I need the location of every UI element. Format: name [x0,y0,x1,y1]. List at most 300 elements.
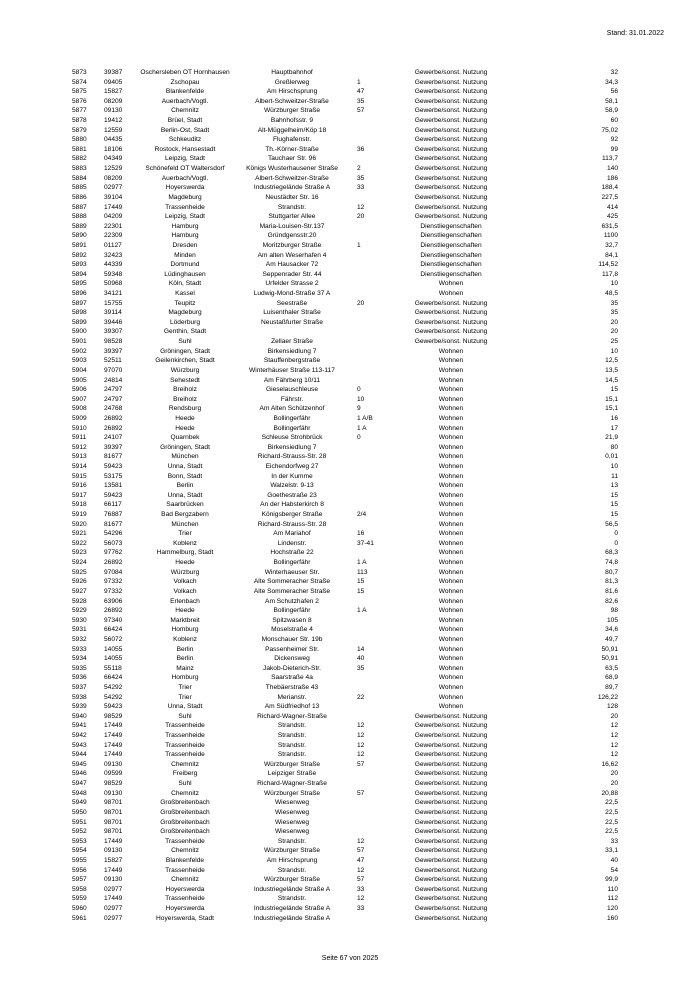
city: Unna, Stadt [167,703,203,711]
postal-code: 98529 [104,780,123,788]
area-value: 74,8 [605,559,618,567]
city: Unna, Stadt [167,491,203,499]
street: Jakob-Dieterich-Str. [263,664,321,672]
house-number: 1 A [357,607,367,615]
street: Am Fährberg 10/11 [263,376,321,384]
usage-type: Gewerbe/sonst. Nutzung [414,193,488,201]
postal-code: 17449 [104,751,123,759]
usage-type: Wohnen [438,539,464,547]
city: Bad Bergzabern [161,511,209,519]
area-value: 105 [606,616,618,624]
city: Rostock, Hansestadt [154,145,216,153]
postal-code: 14055 [104,655,123,663]
row-id: 5874 [72,78,87,86]
postal-code: 34121 [104,290,123,298]
usage-type: Gewerbe/sonst. Nutzung [414,876,488,884]
table-row [0,856,700,866]
usage-type: Wohnen [438,568,464,576]
table-row [0,491,700,501]
usage-type: Wohnen [438,511,464,519]
area-value: 81,6 [605,587,618,595]
row-id: 5947 [72,780,87,788]
street: Goethestraße 23 [267,491,317,499]
area-value: 113,7 [601,155,618,163]
row-id: 5929 [72,607,87,615]
street: Urfelder Strasse 2 [265,280,319,288]
city: Gröningen, Stadt [160,443,210,451]
area-value: 34,3 [605,78,618,86]
street: Am Hirschsprung [266,88,318,96]
city: Chemnitz [171,876,199,884]
area-value: 56,5 [605,520,618,528]
city: Brüel, Stadt [167,117,203,125]
area-value: 21,9 [605,434,618,442]
area-value: 84,1 [605,251,618,259]
table-row [0,424,700,434]
table-row [0,145,700,155]
table-row [0,481,700,491]
row-id: 5936 [72,674,87,682]
area-value: 15 [610,511,618,519]
row-id: 5935 [72,664,87,672]
table-row [0,327,700,337]
usage-type: Gewerbe/sonst. Nutzung [414,165,488,173]
table-row [0,116,700,126]
postal-code: 14055 [104,645,123,653]
usage-type: Gewerbe/sonst. Nutzung [414,885,488,893]
usage-type: Wohnen [438,347,464,355]
postal-code: 54292 [104,684,123,691]
usage-type: Dienstliegenschaften [420,222,482,230]
street: Würzburger Straße [263,789,321,797]
row-id: 5886 [72,193,87,201]
row-id: 5873 [72,69,87,76]
city: Zschopau [170,78,200,86]
city: Suhl [178,780,192,788]
street: Wiesenweg [274,828,310,836]
usage-type: Wohnen [438,635,464,643]
area-value: 11 [611,472,618,480]
usage-type: Gewerbe/sonst. Nutzung [414,309,488,317]
postal-code: 17449 [104,895,123,903]
street: Saarstraße 4a [271,674,313,682]
city: Bonn, Stadt [167,472,203,480]
city: Chemnitz [171,760,199,768]
house-number: 12 [357,203,365,211]
postal-code: 26892 [104,607,123,615]
city: Würzburg [170,568,200,576]
city: Kassel [175,290,195,298]
row-id: 5955 [72,856,87,864]
postal-code: 32423 [104,251,123,259]
postal-code: 66117 [104,501,122,509]
usage-type: Wohnen [438,434,464,442]
postal-code: 17449 [104,866,123,874]
area-value: 1100 [603,232,618,240]
city: Hammelburg, Stadt [156,549,214,557]
table-row [0,779,700,789]
postal-code: 98529 [104,712,123,720]
city: Blankenfelde [165,88,205,96]
usage-type: Wohnen [438,386,464,394]
street: Albert-Schweitzer-Straße [255,97,329,105]
usage-type: Wohnen [438,414,464,422]
table-row [0,894,700,904]
row-id: 5951 [72,818,87,826]
street: Bollingerfähr [273,424,311,432]
area-value: 68,3 [605,549,618,557]
row-id: 5905 [72,376,87,384]
row-id: 5960 [72,905,87,913]
house-number: 12 [357,751,365,759]
postal-code: 26892 [104,414,123,422]
area-value: 0,01 [605,453,618,461]
usage-type: Wohnen [438,405,464,413]
usage-type: Gewerbe/sonst. Nutzung [414,213,488,221]
table-row [0,539,700,549]
usage-type: Wohnen [438,607,464,615]
row-id: 5961 [72,914,87,922]
usage-type: Gewerbe/sonst. Nutzung [414,78,488,86]
usage-type: Dienstliegenschaften [420,232,482,240]
area-value: 32 [610,69,618,76]
table-row [0,299,700,309]
usage-type: Wohnen [438,453,464,461]
city: Breiholz [173,395,197,403]
postal-code: 97070 [104,366,123,374]
table-row [0,347,700,357]
row-id: 5900 [72,328,87,336]
row-id: 5914 [72,462,87,470]
row-id: 5904 [72,366,87,374]
table-row [0,385,700,395]
usage-type: Wohnen [438,482,464,490]
street: Hochstraße 22 [270,549,314,557]
street: Strandstr. [277,837,307,845]
area-value: 89,7 [605,684,618,691]
area-value: 54 [610,866,618,874]
usage-type: Gewerbe/sonst. Nutzung [414,328,488,336]
city: Suhl [178,338,192,346]
area-value: 10 [610,280,618,288]
row-id: 5956 [72,866,87,874]
postal-code: 26892 [104,559,123,567]
usage-type: Gewerbe/sonst. Nutzung [414,117,488,125]
usage-type: Gewerbe/sonst. Nutzung [414,97,488,105]
postal-code: 13581 [104,482,123,490]
city: Hamburg [171,232,199,240]
table-row [0,366,700,376]
row-id: 5917 [72,491,87,499]
street: Birkensiedlung 7 [267,347,317,355]
table-row [0,356,700,366]
street: Walzelstr. 9-13 [270,482,314,490]
postal-code: 98701 [104,818,123,826]
row-id: 5942 [72,732,87,740]
row-id: 5881 [72,145,87,153]
postal-code: 08209 [104,97,123,105]
usage-type: Dienstliegenschaften [420,241,482,249]
row-id: 5931 [72,626,87,634]
row-id: 5875 [72,88,87,96]
postal-code: 12529 [104,165,123,173]
table-row [0,558,700,568]
table-row [0,154,700,164]
street: Königs Wusterhausener Straße [246,165,338,173]
postal-code: 09130 [104,789,123,797]
street: Leipziger Straße [267,770,317,778]
row-id: 5948 [72,789,87,797]
postal-code: 18106 [104,145,123,153]
row-id: 5940 [72,712,87,720]
postal-code: 24797 [104,395,123,403]
usage-type: Wohnen [438,290,464,298]
city: Minden [174,251,196,259]
street: Maria-Louisen-Str.137 [259,222,325,230]
usage-type: Dienstliegenschaften [420,251,482,259]
usage-type: Wohnen [438,578,464,586]
row-id: 5885 [72,184,87,192]
table-row [0,635,700,645]
postal-code: 59423 [104,491,123,499]
city: Homburg [171,674,199,682]
row-id: 5890 [72,232,87,240]
usage-type: Wohnen [438,376,464,384]
area-value: 82,6 [605,597,618,605]
city: Saarbrücken [166,501,204,509]
postal-code: 17449 [104,732,123,740]
area-value: 631,5 [601,222,618,230]
postal-code: 44339 [104,261,123,269]
property-table [0,68,700,923]
postal-code: 24814 [104,376,123,384]
postal-code: 17449 [104,741,123,749]
street: Am Hausacker 72 [265,261,319,269]
row-id: 5930 [72,616,87,624]
street: Gründgensstr.20 [267,232,317,240]
postal-code: 39397 [104,347,123,355]
area-value: 99,9 [605,876,618,884]
city: Trassenheide [165,895,205,903]
usage-type: Wohnen [438,366,464,374]
table-row [0,222,700,232]
table-row [0,414,700,424]
area-value: 22,5 [605,828,618,836]
usage-type: Gewerbe/sonst. Nutzung [414,866,488,874]
postal-code: 39397 [104,443,123,451]
postal-code: 98701 [104,799,123,807]
house-number: 14 [357,645,365,653]
postal-code: 04349 [104,155,123,163]
city: Berlin-Ost, Stadt [160,126,210,134]
city: Großbreitenbach [160,799,210,807]
table-row [0,548,700,558]
postal-code: 50968 [104,280,123,288]
street: Richard-Strauss-Str. 28 [257,520,327,528]
postal-code: 24107 [104,434,123,442]
usage-type: Gewerbe/sonst. Nutzung [414,780,488,788]
house-number: 40 [357,655,365,663]
street: Industriegelände Straße A [253,914,331,922]
table-row [0,251,700,261]
row-id: 5950 [72,808,87,816]
house-number: 57 [357,847,365,855]
usage-type: Wohnen [438,395,464,403]
row-id: 5906 [72,386,87,394]
usage-type: Gewerbe/sonst. Nutzung [414,770,488,778]
street: Bollingerfähr [273,559,311,567]
postal-code: 97340 [104,616,123,624]
area-value: 20 [610,780,618,788]
postal-code: 81677 [104,453,123,461]
area-value: 50,91 [601,645,618,653]
area-value: 0 [614,530,618,538]
street: Flughafenstr. [272,136,312,144]
house-number: 1 A [357,559,367,567]
row-id: 5913 [72,453,87,461]
house-number: 12 [357,741,365,749]
city: Trassenheide [165,722,205,730]
table-row [0,183,700,193]
area-value: 14,5 [605,376,618,384]
postal-code: 19412 [104,117,123,125]
area-value: 13,5 [605,366,618,374]
street: Am alten Weserhafen 4 [257,251,327,259]
house-number: 57 [357,107,365,115]
row-id: 5933 [72,645,87,653]
table-row [0,827,700,837]
area-value: 414 [606,203,618,211]
area-value: 425 [606,213,618,221]
city: Dortmund [170,261,200,269]
area-value: 16 [610,414,618,422]
usage-type: Dienstliegenschaften [420,270,482,278]
city: Unna, Stadt [167,462,203,470]
area-value: 80,7 [605,568,618,576]
street: Strandstr. [277,751,307,759]
postal-code: 55118 [104,664,122,672]
area-value: 140 [606,165,618,173]
table-row [0,750,700,760]
street: Greßlerweg [274,78,310,86]
street: Am Hirschsprung [266,856,318,864]
city: Heede [175,559,195,567]
house-number: 35 [357,174,365,182]
street: Wiesenweg [274,818,310,826]
usage-type: Gewerbe/sonst. Nutzung [414,808,488,816]
usage-type: Gewerbe/sonst. Nutzung [414,789,488,797]
row-id: 5891 [72,241,87,249]
usage-type: Wohnen [438,472,464,480]
house-number: 16 [357,530,365,538]
postal-code: 02977 [104,184,123,192]
table-row [0,308,700,318]
city: Hoyerswerda, Stadt [156,914,214,922]
area-value: 117,8 [601,270,618,278]
table-row [0,472,700,482]
area-value: 160 [606,914,618,922]
area-value: 99 [610,145,618,153]
usage-type: Gewerbe/sonst. Nutzung [414,184,488,192]
postal-code: 09130 [104,876,123,884]
street: Stauffenbergstraße [263,357,321,365]
street: Würzburger Straße [263,107,321,115]
city: Würzburg [170,366,200,374]
table-row [0,645,700,655]
table-row [0,789,700,799]
table-row [0,625,700,635]
usage-type: Gewerbe/sonst. Nutzung [414,174,488,182]
row-id: 5910 [72,424,87,432]
area-value: 20 [610,328,618,336]
house-number: 12 [357,837,365,845]
usage-type: Gewerbe/sonst. Nutzung [414,712,488,720]
postal-code: 15827 [104,88,123,96]
usage-type: Gewerbe/sonst. Nutzung [414,895,488,903]
street: Strandstr. [277,866,307,874]
postal-code: 97332 [104,578,123,586]
city: Chemnitz [171,847,199,855]
table-row [0,712,700,722]
city: Hoyerswerda [165,184,205,192]
table-row [0,904,700,914]
table-row [0,337,700,347]
row-id: 5883 [72,165,87,173]
street: Industriegelände Straße A [253,885,331,893]
table-row [0,846,700,856]
area-value: 13 [610,482,618,490]
area-value: 15 [610,501,618,509]
usage-type: Wohnen [438,674,464,682]
city: Chemnitz [171,107,199,115]
table-row [0,693,700,703]
city: München [171,453,199,461]
city: Rendsburg [168,405,202,413]
house-number: 2 [357,165,361,173]
city: Leipzig, Stadt [165,213,205,221]
area-value: 120 [606,905,618,913]
postal-code: 22301 [104,222,123,230]
postal-code: 39114 [104,309,122,317]
row-id: 5959 [72,895,87,903]
city: Großbreitenbach [160,828,210,836]
area-value: 20 [610,318,618,326]
row-id: 5908 [72,405,87,413]
postal-code: 54292 [104,693,123,701]
city: Mainz [176,664,194,672]
street: Strandstr. [277,741,307,749]
city: Auerbach/Vogtl. [161,97,209,105]
city: Marktbreit [170,616,200,624]
area-value: 34,6 [605,626,618,634]
usage-type: Gewerbe/sonst. Nutzung [414,107,488,115]
house-number: 33 [357,885,365,893]
house-number: 12 [357,722,365,730]
row-id: 5896 [72,290,87,298]
postal-code: 17449 [104,203,123,211]
table-row [0,443,700,453]
city: Sehestedt [170,376,200,384]
area-value: 60 [610,117,618,125]
row-id: 5916 [72,482,87,490]
usage-type: Gewerbe/sonst. Nutzung [414,318,488,326]
house-number: 1 A [357,424,367,432]
row-id: 5889 [72,222,87,230]
area-value: 15 [610,491,618,499]
row-id: 5898 [72,309,87,317]
row-id: 5915 [72,472,87,480]
city: Heede [175,414,195,422]
